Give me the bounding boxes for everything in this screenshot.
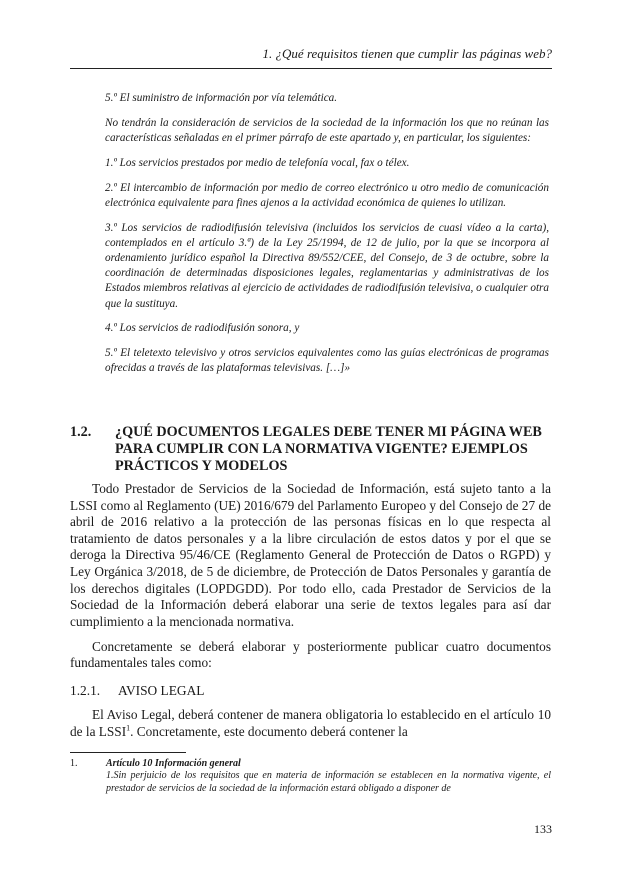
body-text xyxy=(70,481,551,672)
quote-paragraph: No tendrán la consideración de servicios de la sociedad de la información los que no reúnan las características señaladas en el primer párrafo de este apartado y, en particular, los siguientes: xyxy=(105,116,549,144)
subsection-number: 1.2.1. xyxy=(70,683,101,698)
section-number: 1.2. xyxy=(70,424,92,440)
page-number: 133 xyxy=(534,822,552,836)
quote-paragraph: 5.º El teletexto televisivo y otros servicios equivalentes como las guías electrónicas de programas ofrecidas a través de las plataformas televisivas. […]» xyxy=(105,347,549,375)
subsection-heading xyxy=(70,682,204,699)
body-paragraph: Todo Prestador de Servicios de la Sociedad de Información, está sujeto tanto a la LSSI como al Reglamento (UE) 2016/679 del Parlamento Europeo y del Consejo de 27 de abril de 2016 relativo a la protección de las personas físicas en lo que respecta al tratamiento de datos personales y a la libre circulación de estos datos y por el que se deroga la Directiva 95/46/CE (Reglamento General de Protección de Datos o RGPD) y Ley Orgánica 3/2018, de 5 de diciembre, de Protección de Datos Personales y garantía de los derechos digitales (LOPDGDD). Por todo ello, cada Prestador de Servicios de la Sociedad de la Información deberá elaborar una serie de textos legales para así dar cumplimiento a la mencionada normativa. xyxy=(70,481,551,629)
paragraph-text-continued: . Concretamente, este documento deberá contener la xyxy=(130,723,408,739)
footnote-heading: Artículo 10 Información general xyxy=(106,758,241,769)
section-title: ¿QUÉ DOCUMENTOS LEGALES DEBE TENER MI PÁGINA WEB PARA CUMPLIR CON LA NORMATIVA VIGENTE? EJEMPLOS PRÁCTICOS Y MODELOS xyxy=(115,424,542,474)
paragraph-text: El Aviso Legal, deberá contener de manera obligatoria lo establecido en el artículo 10 de la LSSI xyxy=(70,707,551,739)
footnote-reference[interactable]: 1 xyxy=(126,723,131,733)
quote-paragraph: 1.º Los servicios prestados por medio de telefonía vocal, fax o télex. xyxy=(105,156,410,169)
quote-paragraph: 4.º Los servicios de radiodifusión sonora, y xyxy=(105,322,300,335)
subsection-title: AVISO LEGAL xyxy=(118,683,205,698)
header-rule xyxy=(70,68,552,69)
quote-paragraph: 2.º El intercambio de información por medio de correo electrónico u otro medio de comunicación electrónica equivalente para fines ajenos a la actividad económica de quienes lo utilizan. xyxy=(105,181,549,209)
quote-paragraph: 5.º El suministro de información por vía telemática. xyxy=(105,92,338,104)
quote-paragraph: 3.º Los servicios de radiodifusión televisiva (incluidos los servicios de cuasi vídeo a la carta), contemplados en el artículo 3.ª) de la Ley 25/1994, de 12 de julio, por la que se incorpora al ordenamiento jurídico español la Directiva 89/552/CEE, del Consejo, de 3 de octubre, sobre la coordinación de determinadas disposiciones legales, reglamentarias y administrativas de los Estados miembros relativas al ejercicio de actividades de radiodifusión televisiva, o cualquier otra que la sustituya. xyxy=(105,221,549,310)
subsection-paragraph xyxy=(70,707,551,740)
running-head: 1. ¿Qué requisitos tienen que cumplir las páginas web? xyxy=(262,46,552,61)
section-heading xyxy=(70,424,553,474)
footnote-rule xyxy=(70,752,186,753)
footnote-text: 1.Sin perjuicio de los requisitos que en materia de información se establecen en la normativa vigente, el prestador de servicios de la sociedad de la información estará obligado a disponer de xyxy=(106,770,551,794)
footnote-number: 1. xyxy=(70,758,78,769)
footnote xyxy=(70,758,551,795)
body-paragraph: Concretamente se deberá elaborar y posteriormente publicar cuatro documentos fundamentales tales como: xyxy=(70,638,551,671)
subsection-body xyxy=(70,707,551,740)
quoted-legal-text xyxy=(105,91,549,386)
